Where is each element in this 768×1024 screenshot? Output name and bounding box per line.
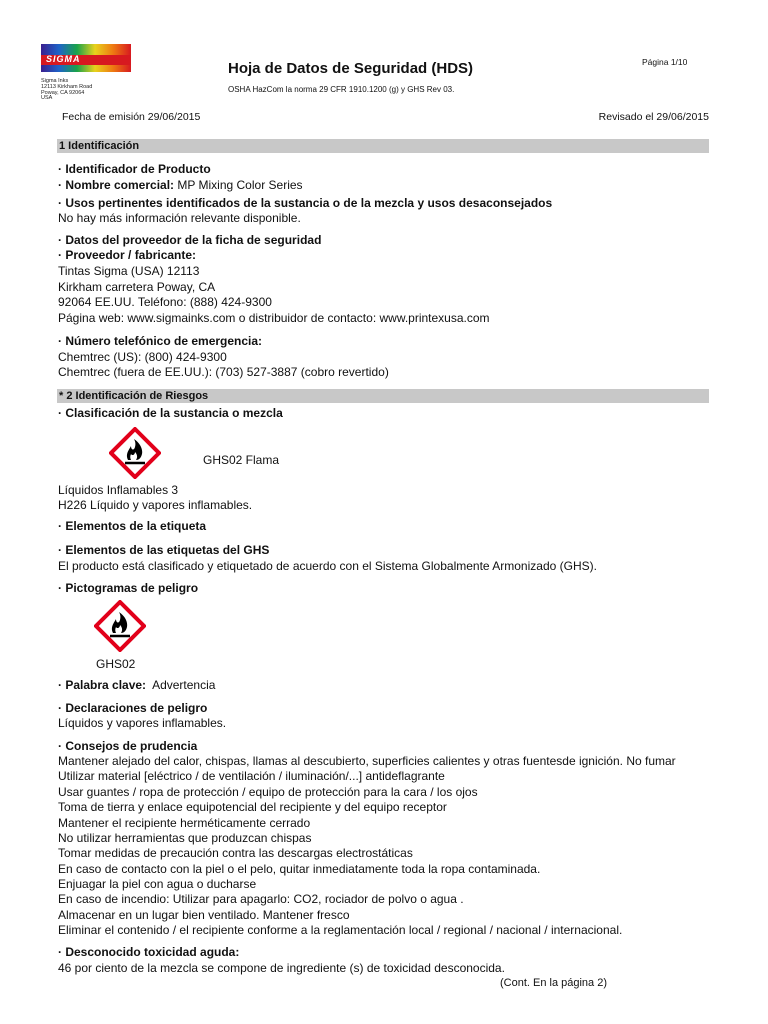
signal-word-line <box>58 678 215 692</box>
page-number: Página 1/10 <box>642 57 688 67</box>
document-title: Hoja de Datos de Seguridad (HDS) <box>228 60 474 77</box>
precaution-line: Toma de tierra y enlace equipotencial del recipiente y del equipo receptor <box>58 800 447 814</box>
precaution-line: Almacenar en un lugar bien ventilado. Mantener fresco <box>58 908 350 922</box>
issue-date: Fecha de emisión 29/06/2015 <box>62 111 201 123</box>
label-elements-label: · Elementos de la etiqueta <box>58 519 207 533</box>
hazard-statements-value: Líquidos y vapores inflamables. <box>58 716 227 730</box>
logo-text: SIGMA <box>46 54 81 64</box>
toxicity-label: · Desconocido toxicidad aguda: <box>58 945 240 959</box>
trade-name-line <box>58 178 303 192</box>
precaution-line: Mantener alejado del calor, chispas, llamas al descubierto, superficies calientes y otras fuentesde ignición. No fumar <box>58 754 676 768</box>
trade-name-value: MP Mixing Color Series <box>174 178 303 192</box>
supplier-line: Página web: www.sigmainks.com o distribuidor de contacto: www.printexusa.com <box>58 311 490 325</box>
product-identifier-label: · Identificador de Producto <box>58 162 211 176</box>
revised-date: Revisado el 29/06/2015 <box>598 111 709 123</box>
flame-pictogram-icon <box>109 427 161 479</box>
pictogram-caption: GHS02 <box>96 657 136 671</box>
ghs-flame-caption: GHS02 Flama <box>203 453 280 467</box>
uses-label: · Usos pertinentes identificados de la sustancia o de la mezcla y usos desaconsejados <box>58 196 553 210</box>
precaution-label: · Consejos de prudencia <box>58 739 198 753</box>
address-line: 12113 Kirkham Road <box>41 83 93 90</box>
trade-name-label: · Nombre comercial: <box>58 178 175 192</box>
classification-line: H226 Líquido y vapores inflamables. <box>58 498 253 512</box>
signal-word-value: Advertencia <box>146 678 216 692</box>
flame-pictogram-icon <box>94 600 146 652</box>
ghs-label-text: El producto está clasificado y etiquetado de acuerdo con el Sistema Globalmente Armonizado (GHS). <box>58 559 597 573</box>
precaution-line: No utilizar herramientas que produzcan chispas <box>58 831 312 845</box>
uses-value: No hay más información relevante disponible. <box>58 211 301 225</box>
emergency-line: Chemtrec (fuera de EE.UU.): (703) 527-3887 (cobro revertido) <box>58 365 389 379</box>
address-line: Poway, CA 92064 <box>41 89 85 96</box>
precaution-line: Mantener el recipiente herméticamente cerrado <box>58 816 311 830</box>
precaution-line: Tomar medidas de precaución contra las descargas electrostáticas <box>58 846 413 860</box>
continued-note: (Cont. En la página 2) <box>500 977 608 989</box>
company-address <box>41 79 92 102</box>
supplier-data-label: · Datos del proveedor de la ficha de seguridad <box>58 233 322 247</box>
classification-label: · Clasificación de la sustancia o mezcla <box>58 406 283 420</box>
document-subtitle: OSHA HazCom la norma 29 CFR 1910.1200 (g) y GHS Rev 03. <box>228 85 455 94</box>
pictograms-label: · Pictogramas de peligro <box>58 581 199 595</box>
precaution-line: Enjuagar la piel con agua o ducharse <box>58 877 257 891</box>
emergency-line: Chemtrec (US): (800) 424-9300 <box>58 350 227 364</box>
ghs-label-elements-label: · Elementos de las etiquetas del GHS <box>58 543 270 557</box>
precaution-line: Eliminar el contenido / el recipiente conforme a la reglamentación local / regional / nacional / internacional. <box>58 923 623 937</box>
toxicity-value: 46 por ciento de la mezcla se compone de ingrediente (s) de toxicidad desconocida. <box>58 961 505 975</box>
precaution-line: En caso de incendio: Utilizar para apagarlo: CO2, rociador de polvo o agua . <box>58 892 464 906</box>
address-line: Sigma Inks <box>41 78 69 84</box>
emergency-label: · Número telefónico de emergencia: <box>58 334 263 348</box>
precaution-line: Utilizar material [eléctrico / de ventilación / iluminación/...] antideflagrante <box>58 769 445 783</box>
supplier-label: · Proveedor / fabricante: <box>58 248 197 262</box>
hazard-statements-label: · Declaraciones de peligro <box>58 701 208 715</box>
precaution-line: Usar guantes / ropa de protección / equipo de protección para la cara / los ojos <box>58 785 478 799</box>
supplier-line: Kirkham carretera Poway, CA <box>58 280 216 294</box>
address-line: USA <box>41 95 53 102</box>
classification-line: Líquidos Inflamables 3 <box>58 483 179 497</box>
section-2-heading: * 2 Identificación de Riesgos <box>57 389 709 403</box>
supplier-line: 92064 EE.UU. Teléfono: (888) 424-9300 <box>58 295 272 309</box>
section-1-heading: 1 Identificación <box>57 139 709 153</box>
supplier-line: Tintas Sigma (USA) 12113 <box>58 264 200 278</box>
precaution-line: En caso de contacto con la piel o el pelo, quitar inmediatamente toda la ropa contaminada. <box>58 862 541 876</box>
signal-word-label: · Palabra clave: <box>58 678 147 692</box>
